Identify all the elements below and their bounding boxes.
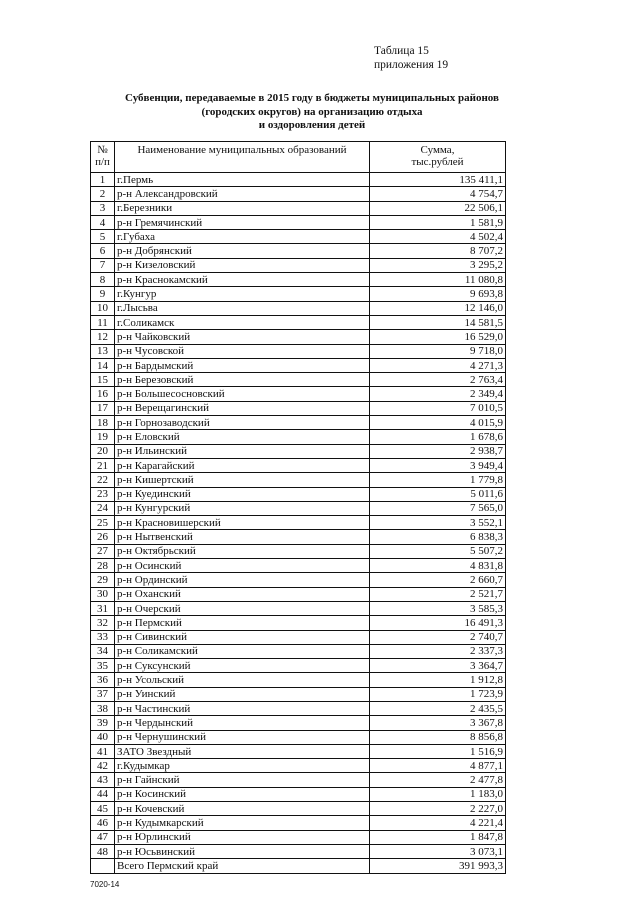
row-name: р-н Очерский — [115, 601, 370, 615]
row-sum: 2 349,4 — [370, 387, 506, 401]
row-sum: 1 678,6 — [370, 430, 506, 444]
row-sum: 1 847,8 — [370, 830, 506, 844]
table-row — [91, 358, 506, 372]
row-name: р-н Красновишерский — [115, 516, 370, 530]
row-sum: 1 516,9 — [370, 744, 506, 758]
table-row — [91, 301, 506, 315]
row-name: р-н Косинский — [115, 787, 370, 801]
row-sum: 3 364,7 — [370, 659, 506, 673]
table-row — [91, 544, 506, 558]
table-row — [91, 701, 506, 715]
row-number: 15 — [91, 373, 115, 387]
table-row — [91, 215, 506, 229]
appendix-reference — [374, 44, 448, 72]
row-number: 21 — [91, 458, 115, 472]
row-sum: 3 367,8 — [370, 716, 506, 730]
table-row — [91, 315, 506, 329]
header-number-line1: № — [97, 144, 108, 156]
row-number: 26 — [91, 530, 115, 544]
table-row — [91, 844, 506, 858]
row-number: 27 — [91, 544, 115, 558]
table-row — [91, 630, 506, 644]
table-row — [91, 173, 506, 187]
table-row — [91, 473, 506, 487]
row-sum: 2 477,8 — [370, 773, 506, 787]
table-row — [91, 759, 506, 773]
total-sum: 391 993,3 — [370, 859, 506, 873]
table-row — [91, 244, 506, 258]
row-name: р-н Горнозаводский — [115, 416, 370, 430]
header-sum-line2: тыс.рублей — [411, 156, 464, 168]
table-row — [91, 830, 506, 844]
row-name: р-н Гайнский — [115, 773, 370, 787]
row-number: 39 — [91, 716, 115, 730]
row-number: 40 — [91, 730, 115, 744]
row-name: р-н Усольский — [115, 673, 370, 687]
row-name: р-н Куединский — [115, 487, 370, 501]
table-row — [91, 559, 506, 573]
table-row — [91, 430, 506, 444]
row-name: р-н Юрлинский — [115, 830, 370, 844]
row-name: р-н Октябрьский — [115, 544, 370, 558]
row-name: г.Лысьва — [115, 301, 370, 315]
row-name: р-н Осинский — [115, 559, 370, 573]
row-sum: 16 529,0 — [370, 330, 506, 344]
row-sum: 9 718,0 — [370, 344, 506, 358]
row-number: 22 — [91, 473, 115, 487]
table-row — [91, 816, 506, 830]
row-sum: 2 763,4 — [370, 373, 506, 387]
row-sum: 1 779,8 — [370, 473, 506, 487]
row-number: 30 — [91, 587, 115, 601]
table-row — [91, 730, 506, 744]
row-name: р-н Бардымский — [115, 358, 370, 372]
row-sum: 2 337,3 — [370, 644, 506, 658]
row-name: р-н Большесосновский — [115, 387, 370, 401]
row-name: р-н Соликамский — [115, 644, 370, 658]
row-sum: 16 491,3 — [370, 616, 506, 630]
table-row — [91, 273, 506, 287]
row-sum: 14 581,5 — [370, 315, 506, 329]
row-name: р-н Оханский — [115, 587, 370, 601]
row-number: 4 — [91, 215, 115, 229]
row-name: р-н Кунгурский — [115, 501, 370, 515]
table-row — [91, 373, 506, 387]
row-sum: 11 080,8 — [370, 273, 506, 287]
row-name: р-н Ильинский — [115, 444, 370, 458]
row-name: р-н Добрянский — [115, 244, 370, 258]
row-name: г.Губаха — [115, 230, 370, 244]
table-row — [91, 416, 506, 430]
row-sum: 3 949,4 — [370, 458, 506, 472]
table-row — [91, 387, 506, 401]
row-sum: 8 707,2 — [370, 244, 506, 258]
row-name: р-н Пермский — [115, 616, 370, 630]
title-line-3: и оздоровления детей — [258, 119, 366, 131]
row-name: р-н Суксунский — [115, 659, 370, 673]
total-label: Всего Пермский край — [115, 859, 370, 873]
row-sum: 9 693,8 — [370, 287, 506, 301]
row-name: р-н Еловский — [115, 430, 370, 444]
row-sum: 2 660,7 — [370, 573, 506, 587]
row-sum: 12 146,0 — [370, 301, 506, 315]
row-name: р-н Кизеловский — [115, 258, 370, 272]
row-number: 47 — [91, 830, 115, 844]
document-code: 7020-14 — [90, 880, 120, 889]
row-number: 38 — [91, 701, 115, 715]
row-number: 20 — [91, 444, 115, 458]
table-row — [91, 673, 506, 687]
row-number: 35 — [91, 659, 115, 673]
row-sum: 7 565,0 — [370, 501, 506, 515]
row-sum: 4 502,4 — [370, 230, 506, 244]
row-name: р-н Чернушинский — [115, 730, 370, 744]
header-number-line2: п/п — [95, 156, 110, 168]
row-sum: 3 552,1 — [370, 516, 506, 530]
row-number: 48 — [91, 844, 115, 858]
table-row — [91, 187, 506, 201]
row-name: р-н Карагайский — [115, 458, 370, 472]
row-number: 31 — [91, 601, 115, 615]
table-row — [91, 330, 506, 344]
table-row — [91, 230, 506, 244]
row-number: 23 — [91, 487, 115, 501]
row-number: 10 — [91, 301, 115, 315]
total-row — [91, 859, 506, 873]
table-row — [91, 530, 506, 544]
table-row — [91, 687, 506, 701]
table-row — [91, 659, 506, 673]
subsidy-table — [90, 141, 506, 874]
title-line-2: (городских округов) на организацию отдыха — [201, 105, 423, 118]
row-name: р-н Нытвенский — [115, 530, 370, 544]
row-sum: 4 754,7 — [370, 187, 506, 201]
row-sum: 4 271,3 — [370, 358, 506, 372]
row-sum: 2 740,7 — [370, 630, 506, 644]
table-row — [91, 573, 506, 587]
row-number: 43 — [91, 773, 115, 787]
appendix-label: приложения 19 — [374, 59, 449, 71]
row-number: 29 — [91, 573, 115, 587]
table-row — [91, 587, 506, 601]
header-number — [91, 142, 115, 173]
row-sum: 4 015,9 — [370, 416, 506, 430]
row-number: 1 — [91, 173, 115, 187]
row-sum: 6 838,3 — [370, 530, 506, 544]
table-row — [91, 444, 506, 458]
row-number: 36 — [91, 673, 115, 687]
table-row — [91, 487, 506, 501]
table-row — [91, 616, 506, 630]
row-sum: 4 877,1 — [370, 759, 506, 773]
table-row — [91, 501, 506, 515]
row-number: 44 — [91, 787, 115, 801]
row-name: р-н Кудымкарский — [115, 816, 370, 830]
row-number: 3 — [91, 201, 115, 215]
row-sum: 1 912,8 — [370, 673, 506, 687]
row-name: р-н Кочевский — [115, 802, 370, 816]
row-sum: 2 521,7 — [370, 587, 506, 601]
title-line-1: Субвенции, передаваемые в 2015 году в бюджеты муниципальных районов — [125, 92, 499, 104]
row-number: 42 — [91, 759, 115, 773]
row-number: 33 — [91, 630, 115, 644]
row-number: 2 — [91, 187, 115, 201]
table-row — [91, 716, 506, 730]
total-number-empty — [91, 859, 115, 873]
table-row — [91, 516, 506, 530]
table-row — [91, 773, 506, 787]
row-number: 8 — [91, 273, 115, 287]
header-sum — [370, 142, 506, 173]
row-name: г.Соликамск — [115, 315, 370, 329]
table-row — [91, 744, 506, 758]
table-row — [91, 601, 506, 615]
row-number: 46 — [91, 816, 115, 830]
row-number: 5 — [91, 230, 115, 244]
row-number: 16 — [91, 387, 115, 401]
row-number: 32 — [91, 616, 115, 630]
row-name: р-н Частинский — [115, 701, 370, 715]
row-name: р-н Гремячинский — [115, 215, 370, 229]
header-name: Наименование муниципальных образований — [115, 142, 370, 173]
row-name: г.Пермь — [115, 173, 370, 187]
row-number: 7 — [91, 258, 115, 272]
row-sum: 4 831,8 — [370, 559, 506, 573]
row-number: 11 — [91, 315, 115, 329]
row-name: р-н Чусовской — [115, 344, 370, 358]
table-row — [91, 258, 506, 272]
row-number: 14 — [91, 358, 115, 372]
row-name: р-н Чердынский — [115, 716, 370, 730]
row-number: 45 — [91, 802, 115, 816]
row-name: р-н Уинский — [115, 687, 370, 701]
row-name: р-н Краснокамский — [115, 273, 370, 287]
table-row — [91, 787, 506, 801]
row-number: 24 — [91, 501, 115, 515]
row-sum: 22 506,1 — [370, 201, 506, 215]
row-sum: 3 295,2 — [370, 258, 506, 272]
row-name: г.Березники — [115, 201, 370, 215]
row-sum: 2 435,5 — [370, 701, 506, 715]
row-number: 41 — [91, 744, 115, 758]
row-name: г.Кунгур — [115, 287, 370, 301]
document-title — [90, 92, 534, 133]
row-sum: 1 183,0 — [370, 787, 506, 801]
row-sum: 5 507,2 — [370, 544, 506, 558]
table-row — [91, 401, 506, 415]
row-name: р-н Александровский — [115, 187, 370, 201]
table-row — [91, 802, 506, 816]
row-sum: 1 723,9 — [370, 687, 506, 701]
row-number: 18 — [91, 416, 115, 430]
row-name: р-н Чайковский — [115, 330, 370, 344]
row-number: 13 — [91, 344, 115, 358]
table-row — [91, 644, 506, 658]
row-number: 9 — [91, 287, 115, 301]
table-row — [91, 458, 506, 472]
row-name: р-н Сивинский — [115, 630, 370, 644]
row-number: 25 — [91, 516, 115, 530]
table-row — [91, 201, 506, 215]
row-sum: 4 221,4 — [370, 816, 506, 830]
row-name: р-н Верещагинский — [115, 401, 370, 415]
row-number: 28 — [91, 559, 115, 573]
row-sum: 1 581,9 — [370, 215, 506, 229]
row-sum: 8 856,8 — [370, 730, 506, 744]
row-sum: 135 411,1 — [370, 173, 506, 187]
header-sum-line1: Сумма, — [420, 144, 455, 156]
row-number: 17 — [91, 401, 115, 415]
row-number: 34 — [91, 644, 115, 658]
row-name: р-н Юсьвинский — [115, 844, 370, 858]
table-row — [91, 287, 506, 301]
row-sum: 3 585,3 — [370, 601, 506, 615]
row-number: 6 — [91, 244, 115, 258]
row-sum: 3 073,1 — [370, 844, 506, 858]
row-name: р-н Кишертский — [115, 473, 370, 487]
row-sum: 7 010,5 — [370, 401, 506, 415]
row-number: 12 — [91, 330, 115, 344]
row-name: г.Кудымкар — [115, 759, 370, 773]
table-header-row — [91, 142, 506, 173]
table-label: Таблица 15 — [374, 45, 429, 57]
row-name: ЗАТО Звездный — [115, 744, 370, 758]
row-name: р-н Березовский — [115, 373, 370, 387]
row-number: 19 — [91, 430, 115, 444]
row-sum: 5 011,6 — [370, 487, 506, 501]
row-sum: 2 227,0 — [370, 802, 506, 816]
row-name: р-н Ординский — [115, 573, 370, 587]
table-row — [91, 344, 506, 358]
row-sum: 2 938,7 — [370, 444, 506, 458]
row-number: 37 — [91, 687, 115, 701]
